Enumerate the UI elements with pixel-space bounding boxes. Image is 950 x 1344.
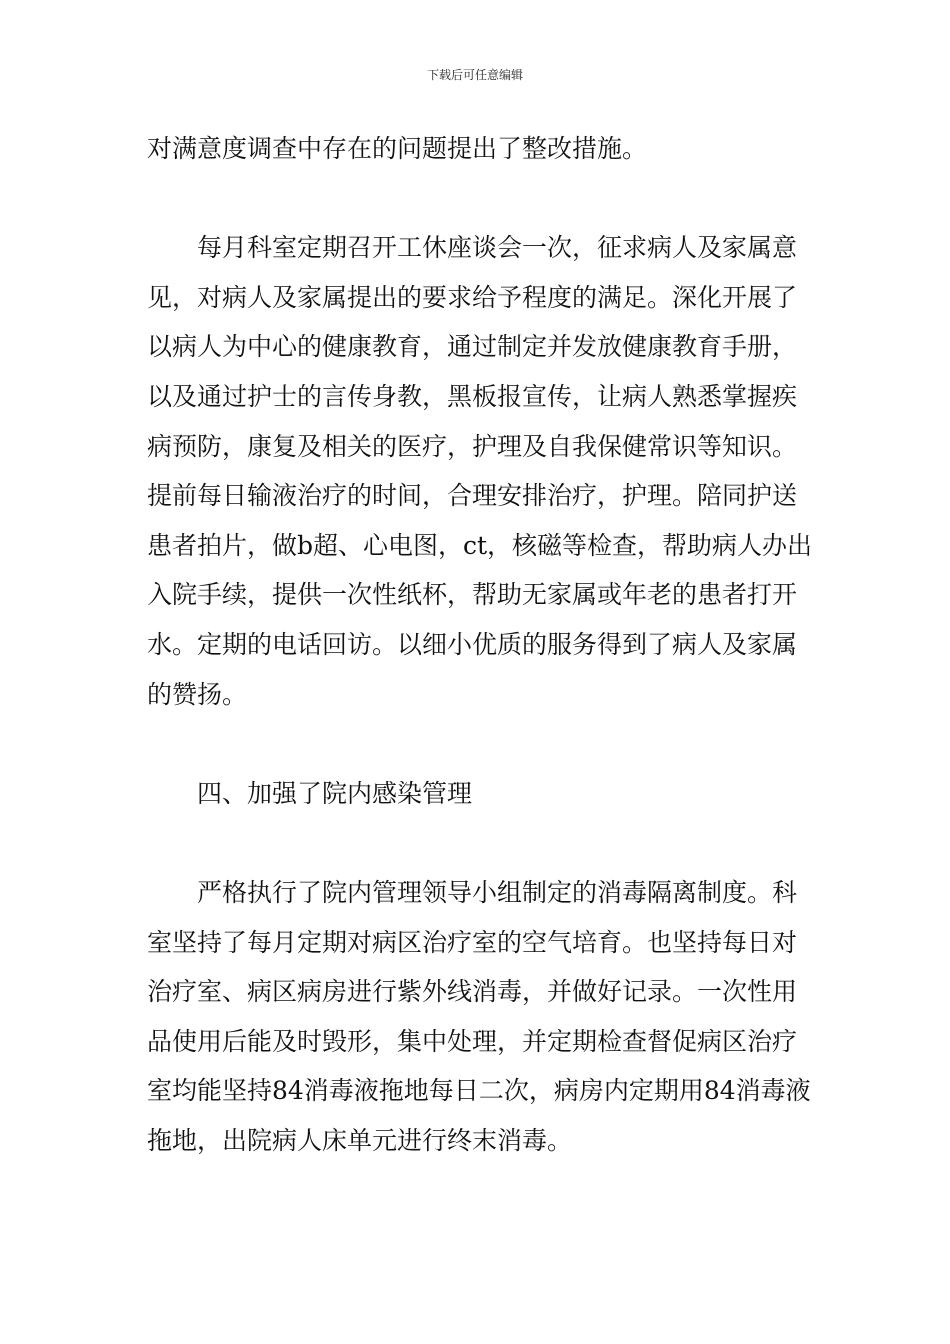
paragraph-continuation: 对满意度调查中存在的问题提出了整改措施。 — [147, 134, 648, 163]
paragraph-gap — [147, 174, 817, 224]
paragraph-gap — [147, 818, 817, 868]
paragraph-gap — [147, 719, 817, 769]
paragraph-disinfection: 严格执行了院内管理领导小组制定的消毒隔离制度。科室坚持了每月定期对病区治疗室的空气培育。也坚持每日对治疗室、病区病房进行紫外线消毒，并做好记录。一次性用品使用后能及时毁形，集中处理，并定期检查督促病区治疗室均能坚持84消毒液拖地每日二次，病房内定期用84消毒液拖地，出院病人床单元进行终末消毒。 — [147, 877, 811, 1155]
document-body — [147, 124, 817, 1165]
section-heading-infection-control: 四、加强了院内感染管理 — [197, 778, 473, 808]
paragraph-patient-service: 每月科室定期召开工休座谈会一次，征求病人及家属意见，对病人及家属提出的要求给予程度的满足。深化开展了以病人为中心的健康教育，通过制定并发放健康教育手册，以及通过护士的言传身教，黑板报宣传，让病人熟悉掌握疾病预防，康复及相关的医疗，护理及自我保健常识等知识。提前每日输液治疗的时间，合理安排治疗，护理。陪同护送患者拍片，做b超、心电图，ct，核磁等检查，帮助病人办出入院手续，提供一次性纸杯，帮助无家属或年老的患者打开水。定期的电话回访。以细小优质的服务得到了病人及家属的赞扬。 — [147, 233, 813, 709]
page-header: 下载后可任意编辑 — [426, 68, 523, 82]
